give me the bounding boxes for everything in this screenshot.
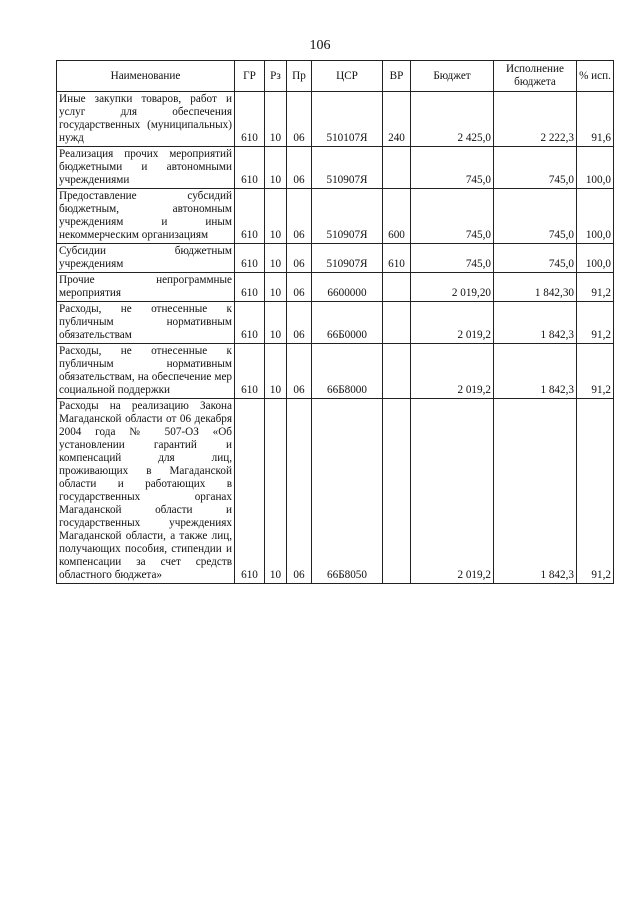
row-vr bbox=[383, 399, 411, 584]
row-pr: 06 bbox=[287, 147, 312, 189]
row-vr: 600 bbox=[383, 189, 411, 244]
table-row bbox=[57, 244, 614, 273]
row-vr bbox=[383, 273, 411, 302]
row-name: Субсидии бюджетным учреждениям bbox=[57, 244, 235, 273]
row-budget: 745,0 bbox=[411, 189, 494, 244]
table-row bbox=[57, 92, 614, 147]
row-vr bbox=[383, 302, 411, 344]
row-vr bbox=[383, 147, 411, 189]
row-pr: 06 bbox=[287, 344, 312, 399]
row-percent: 91,2 bbox=[577, 344, 614, 399]
row-gr: 610 bbox=[235, 92, 265, 147]
row-name: Расходы, не отнесенные к публичным нормативным обязательствам bbox=[57, 302, 235, 344]
row-vr: 610 bbox=[383, 244, 411, 273]
row-gr: 610 bbox=[235, 273, 265, 302]
row-execution: 745,0 bbox=[494, 189, 577, 244]
row-name: Прочие непрограммные мероприятия bbox=[57, 273, 235, 302]
row-execution: 1 842,3 bbox=[494, 344, 577, 399]
row-vr: 240 bbox=[383, 92, 411, 147]
header-vr: ВР bbox=[383, 61, 411, 92]
row-percent: 100,0 bbox=[577, 189, 614, 244]
row-pr: 06 bbox=[287, 302, 312, 344]
row-gr: 610 bbox=[235, 147, 265, 189]
row-rz: 10 bbox=[265, 302, 287, 344]
row-execution: 1 842,3 bbox=[494, 399, 577, 584]
header-csr: ЦСР bbox=[312, 61, 383, 92]
row-pr: 06 bbox=[287, 399, 312, 584]
header-rz: Рз bbox=[265, 61, 287, 92]
row-name: Реализация прочих мероприятий бюджетными и автономными учреждениями bbox=[57, 147, 235, 189]
row-pr: 06 bbox=[287, 92, 312, 147]
table-row bbox=[57, 302, 614, 344]
row-execution: 2 222,3 bbox=[494, 92, 577, 147]
row-gr: 610 bbox=[235, 344, 265, 399]
row-execution: 1 842,3 bbox=[494, 302, 577, 344]
row-rz: 10 bbox=[265, 344, 287, 399]
row-execution: 1 842,30 bbox=[494, 273, 577, 302]
row-name: Предоставление субсидий бюджетным, автономным учреждениям и иным некоммерческим организациям bbox=[57, 189, 235, 244]
row-pr: 06 bbox=[287, 244, 312, 273]
row-budget: 2 019,2 bbox=[411, 344, 494, 399]
row-csr: 66Б8000 bbox=[312, 344, 383, 399]
row-name: Иные закупки товаров, работ и услуг для обеспечения государственных (муниципальных) нужд bbox=[57, 92, 235, 147]
row-gr: 610 bbox=[235, 399, 265, 584]
row-gr: 610 bbox=[235, 302, 265, 344]
row-percent: 91,2 bbox=[577, 302, 614, 344]
row-gr: 610 bbox=[235, 244, 265, 273]
row-budget: 2 019,20 bbox=[411, 273, 494, 302]
row-csr: 66Б8050 bbox=[312, 399, 383, 584]
row-rz: 10 bbox=[265, 273, 287, 302]
row-rz: 10 bbox=[265, 92, 287, 147]
row-budget: 745,0 bbox=[411, 147, 494, 189]
table-header-row bbox=[57, 61, 614, 92]
row-csr: 66Б0000 bbox=[312, 302, 383, 344]
header-gr: ГР bbox=[235, 61, 265, 92]
table-row bbox=[57, 189, 614, 244]
page-number: 106 bbox=[309, 38, 331, 53]
row-pr: 06 bbox=[287, 189, 312, 244]
row-vr bbox=[383, 344, 411, 399]
row-rz: 10 bbox=[265, 244, 287, 273]
header-percent: % исп. bbox=[577, 61, 614, 92]
header-name: Наименование bbox=[57, 61, 235, 92]
row-percent: 91,6 bbox=[577, 92, 614, 147]
row-budget: 745,0 bbox=[411, 244, 494, 273]
table-row bbox=[57, 273, 614, 302]
header-execution: Исполнение бюджета bbox=[494, 61, 577, 92]
table-row bbox=[57, 399, 614, 584]
header-budget: Бюджет bbox=[411, 61, 494, 92]
row-csr: 510907Я bbox=[312, 189, 383, 244]
row-execution: 745,0 bbox=[494, 244, 577, 273]
row-name: Расходы, не отнесенные к публичным нормативным обязательствам, на обеспечение мер социальной поддержки bbox=[57, 344, 235, 399]
row-gr: 610 bbox=[235, 189, 265, 244]
row-percent: 100,0 bbox=[577, 244, 614, 273]
row-budget: 2 019,2 bbox=[411, 399, 494, 584]
table-row bbox=[57, 147, 614, 189]
row-pr: 06 bbox=[287, 273, 312, 302]
row-rz: 10 bbox=[265, 147, 287, 189]
row-name: Расходы на реализацию Закона Магаданской области от 06 декабря 2004 года № 507-ОЗ «Об установлении гарантий и компенсаций для лиц, проживающих в Магаданской области и работающих в государственных органах Магаданской области и государственных учреждениях Магаданской области, а также лиц, получающих пособия, стипендии и компенсации за счет средств областного бюджета» bbox=[57, 399, 235, 584]
row-csr: 6600000 bbox=[312, 273, 383, 302]
row-rz: 10 bbox=[265, 189, 287, 244]
row-csr: 510107Я bbox=[312, 92, 383, 147]
row-budget: 2 425,0 bbox=[411, 92, 494, 147]
row-percent: 91,2 bbox=[577, 399, 614, 584]
row-csr: 510907Я bbox=[312, 147, 383, 189]
header-pr: Пр bbox=[287, 61, 312, 92]
row-percent: 91,2 bbox=[577, 273, 614, 302]
row-execution: 745,0 bbox=[494, 147, 577, 189]
table-row bbox=[57, 344, 614, 399]
row-rz: 10 bbox=[265, 399, 287, 584]
row-budget: 2 019,2 bbox=[411, 302, 494, 344]
row-csr: 510907Я bbox=[312, 244, 383, 273]
budget-table bbox=[56, 60, 614, 584]
row-percent: 100,0 bbox=[577, 147, 614, 189]
